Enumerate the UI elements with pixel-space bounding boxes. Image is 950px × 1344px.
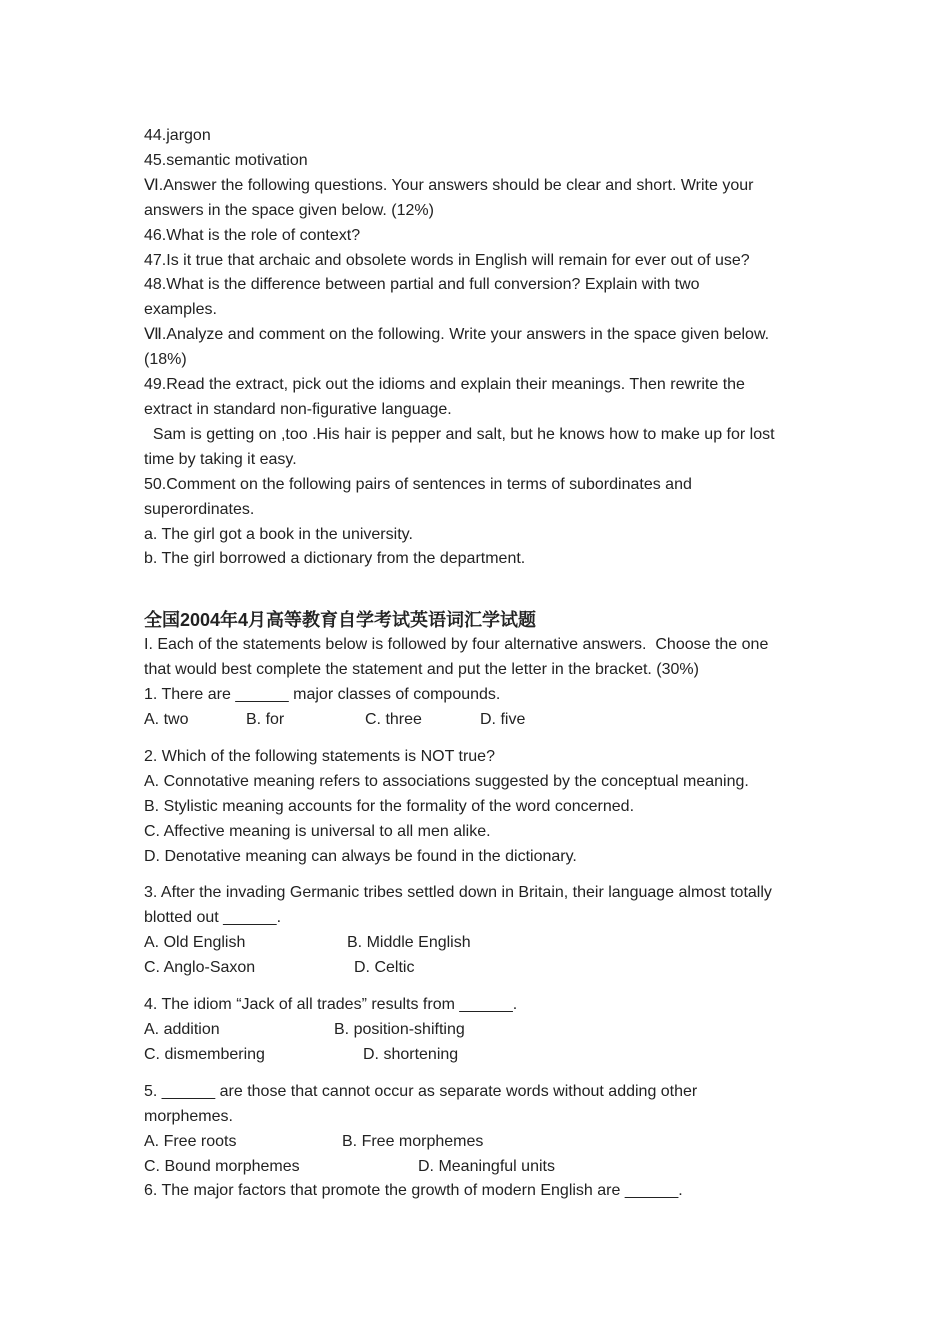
question-6-stem: 6. The major factors that promote the growth of modern English are ______. xyxy=(144,1182,683,1200)
section-vii-instruction: Ⅶ.Analyze and comment on the following. Write your answers in the space given below. xyxy=(144,326,770,344)
option-c: C. Anglo-Saxon xyxy=(144,959,256,977)
option-a: A. Old English xyxy=(144,934,246,952)
option-b: B. Stylistic meaning accounts for the formality of the word concerned. xyxy=(144,797,635,815)
question-list-part1 xyxy=(144,124,814,572)
option-d: D. Denotative meaning can always be found in the dictionary. xyxy=(144,847,577,865)
option-d: D. five xyxy=(480,711,526,729)
question-1-stem: 1. There are ______ major classes of compounds. xyxy=(144,686,501,704)
question-50-sentence-b: b. The girl borrowed a dictionary from the department. xyxy=(144,550,526,568)
question-4-stem: 4. The idiom “Jack of all trades” results from ______. xyxy=(144,996,518,1014)
question-49-cont: extract in standard non-figurative language. xyxy=(144,400,452,418)
section-i-instruction: I. Each of the statements below is followed by four alternative answers. Choose the one xyxy=(144,636,769,654)
question-3-stem-cont: blotted out ______. xyxy=(144,909,282,927)
option-b: B. Free morphemes xyxy=(342,1132,484,1150)
question-47: 47.Is it true that archaic and obsolete words in English will remain for ever out of use? xyxy=(144,251,750,269)
question-45: 45.semantic motivation xyxy=(144,151,308,169)
option-c: C. Affective meaning is universal to all men alike. xyxy=(144,822,491,840)
option-a: A. Free roots xyxy=(144,1132,237,1150)
question-1-options xyxy=(144,708,814,733)
option-d: D. Meaningful units xyxy=(418,1157,555,1175)
section-i-instruction-cont: that would best complete the statement and put the letter in the bracket. (30%) xyxy=(144,661,699,679)
section-vi-instruction: Ⅵ.Answer the following questions. Your answers should be clear and short. Write your xyxy=(144,176,754,194)
question-4-options-row1 xyxy=(144,1018,814,1043)
option-d: D. shortening xyxy=(363,1045,459,1063)
question-4-options-row2 xyxy=(144,1043,814,1068)
question-44: 44.jargon xyxy=(144,127,211,144)
question-5-options-row2 xyxy=(144,1155,814,1180)
question-49: 49.Read the extract, pick out the idioms and explain their meanings. Then rewrite the xyxy=(144,376,745,394)
exam-title: 全国2004年4月高等教育自学考试英语词汇学试题 xyxy=(144,610,537,631)
section-vii-instruction-cont: (18%) xyxy=(144,351,187,369)
option-b: B. Middle English xyxy=(347,934,471,952)
question-3-options-row1 xyxy=(144,931,814,956)
question-3-stem: 3. After the invading Germanic tribes settled down in Britain, their language almost totally xyxy=(144,884,772,902)
question-5-stem-cont: morphemes. xyxy=(144,1107,233,1125)
question-48-cont: examples. xyxy=(144,301,217,319)
question-49-extract: Sam is getting on ,too .His hair is pepper and salt, but he knows how to make up for lost xyxy=(144,425,775,443)
question-5-stem: 5. ______ are those that cannot occur as separate words without adding other xyxy=(144,1082,698,1100)
option-d: D. Celtic xyxy=(354,959,415,977)
question-46: 46.What is the role of context? xyxy=(144,226,361,244)
question-48: 48.What is the difference between partial and full conversion? Explain with two xyxy=(144,276,700,294)
option-c: C. three xyxy=(365,711,422,729)
question-5-options-row1 xyxy=(144,1130,814,1155)
option-c: C. dismembering xyxy=(144,1045,265,1063)
question-49-extract-cont: time by taking it easy. xyxy=(144,450,297,468)
question-50-sentence-a: a. The girl got a book in the university. xyxy=(144,525,413,543)
question-2-stem: 2. Which of the following statements is NOT true? xyxy=(144,747,495,765)
option-a: A. Connotative meaning refers to associations suggested by the conceptual meaning. xyxy=(144,772,749,790)
option-a: A. addition xyxy=(144,1021,220,1038)
document-page xyxy=(144,124,814,1204)
option-b: B. position-shifting xyxy=(334,1021,465,1038)
question-50-cont: superordinates. xyxy=(144,500,255,518)
option-c: C. Bound morphemes xyxy=(144,1157,300,1175)
option-a: A. two xyxy=(144,711,189,729)
question-50: 50.Comment on the following pairs of sentences in terms of subordinates and xyxy=(144,475,692,493)
section-vi-instruction-cont: answers in the space given below. (12%) xyxy=(144,201,434,219)
option-b: B. for xyxy=(246,711,285,729)
question-3-options-row2 xyxy=(144,956,814,981)
